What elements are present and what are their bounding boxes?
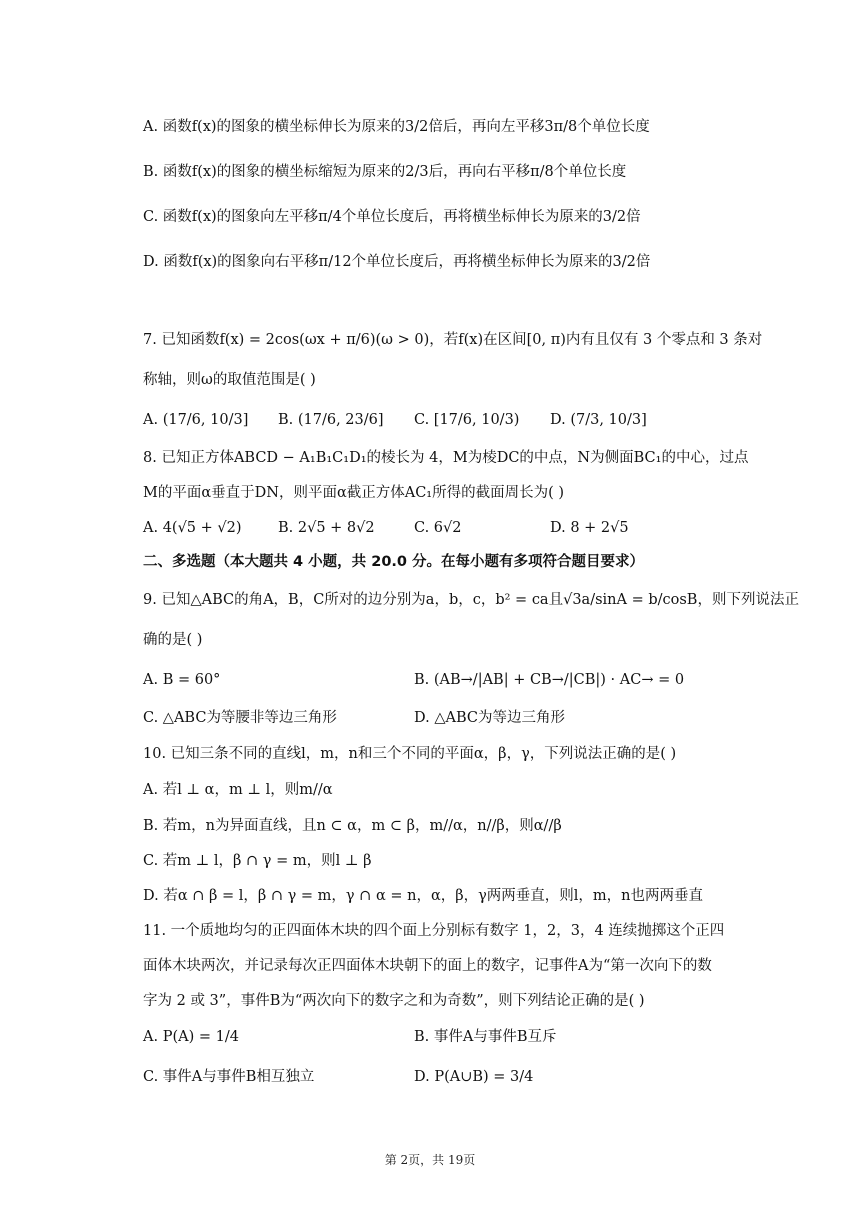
q11-options-row2 [0,1067,860,1087]
q11-option-d: D. P(A∪B) = 3/4 [414,1069,534,1085]
q9-options-row2 [0,708,860,728]
q6-option-d: D. 函数f(x)的图象向右平移π/12个单位长度后，再将横坐标伸长为原来的3/2倍 [143,254,651,270]
q8-stem-line1: 8. 已知正方体ABCD − A₁B₁C₁D₁的棱长为 4，M为棱DC的中点，N为侧面BC₁的中心，过点 [143,450,749,466]
q9-option-a: A. B = 60° [143,672,221,688]
q9-option-b: B. (AB→/|AB| + CB→/|CB|) · AC→ = 0 [414,672,685,688]
section-title-multiple-choice: 二、多选题（本大题共 4 小题，共 20.0 分。在每小题有多项符合题目要求） [143,554,645,570]
q7-stem-line1: 7. 已知函数f(x) = 2cos(ωx + π/6)(ω > 0)，若f(x)在区间[0, π)内有且仅有 3 个零点和 3 条对 [143,332,763,348]
q7-option-a: A. (17/6, 10/3] [143,412,249,428]
q10-option-a: A. 若l ⊥ α，m ⊥ l，则m//α [143,782,333,798]
q8-options [0,518,860,538]
q9-stem-line2: 确的是( ) [143,632,203,648]
q11-option-b: B. 事件A与事件B互斥 [414,1029,557,1045]
q8-option-d: D. 8 + 2√5 [550,520,629,536]
q7-option-d: D. (7/3, 10/3] [550,412,647,428]
q10-option-d: D. 若α ∩ β = l，β ∩ γ = m，γ ∩ α = n，α，β，γ两两垂直，则l，m，n也两两垂直 [143,888,704,904]
q8-option-c: C. 6√2 [414,520,462,536]
q6-option-c: C. 函数f(x)的图象向左平移π/4个单位长度后，再将横坐标伸长为原来的3/2倍 [143,209,641,225]
q9-option-d: D. △ABC为等边三角形 [414,710,565,726]
q9-option-c: C. △ABC为等腰非等边三角形 [143,710,337,726]
q11-options-row1 [0,1027,860,1047]
q10-option-b: B. 若m，n为异面直线，且n ⊂ α，m ⊂ β，m//α，n//β，则α//β [143,818,562,834]
q11-stem-line1: 11. 一个质地均匀的正四面体木块的四个面上分别标有数字 1，2，3，4 连续抛掷这个正四 [143,923,725,939]
q9-stem-line1: 9. 已知△ABC的角A，B，C所对的边分别为a，b，c，b² = ca且√3a/sinA = b/cosB，则下列说法正 [143,592,799,608]
q11-stem-line3: 字为 2 或 3”，事件B为“两次向下的数字之和为奇数”，则下列结论正确的是( ) [143,993,645,1009]
q6-option-a: A. 函数f(x)的图象的横坐标伸长为原来的3/2倍后，再向左平移3π/8个单位长度 [143,119,650,135]
page-footer: 第 2页，共 19页 [384,1153,476,1167]
q10-option-c: C. 若m ⊥ l，β ∩ γ = m，则l ⊥ β [143,853,372,869]
q8-option-a: A. 4(√5 + √2) [143,520,242,536]
q7-stem-line2: 称轴，则ω的取值范围是( ) [143,372,316,388]
q11-option-c: C. 事件A与事件B相互独立 [143,1069,315,1085]
q11-option-a: A. P(A) = 1/4 [143,1029,239,1045]
q7-option-b: B. (17/6, 23/6] [278,412,384,428]
q9-options-row1 [0,670,860,690]
q7-options [0,410,860,430]
q6-option-b: B. 函数f(x)的图象的横坐标缩短为原来的2/3后，再向右平移π/8个单位长度 [143,164,627,180]
q10-stem: 10. 已知三条不同的直线l，m，n和三个不同的平面α，β，γ，下列说法正确的是( ) [143,746,677,762]
q11-stem-line2: 面体木块两次，并记录每次正四面体木块朝下的面上的数字，记事件A为“第一次向下的数 [143,958,712,974]
q7-option-c: C. [17/6, 10/3) [414,412,520,428]
q8-stem-line2: M的平面α垂直于DN，则平面α截正方体AC₁所得的截面周长为( ) [143,485,565,501]
q8-option-b: B. 2√5 + 8√2 [278,520,375,536]
